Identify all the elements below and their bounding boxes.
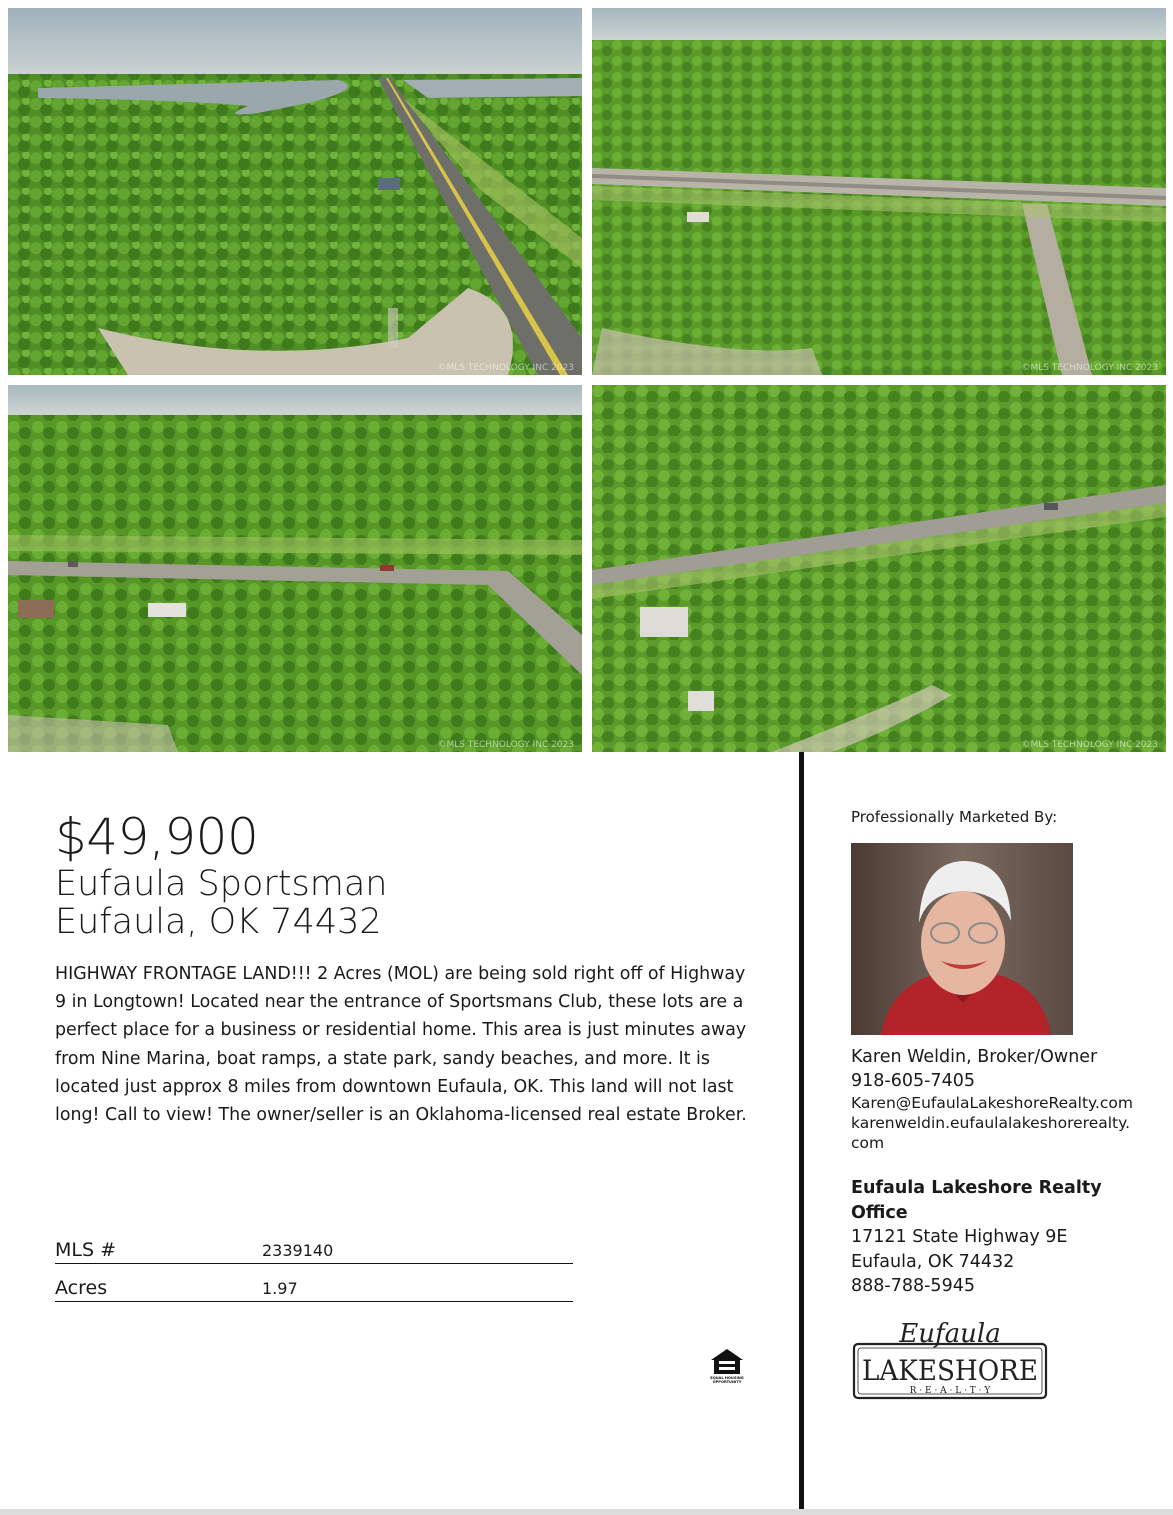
- aerial-photo-highway-lake: [8, 8, 582, 375]
- listing-name: Eufaula Sportsman: [55, 864, 388, 904]
- agent-email[interactable]: Karen@EufaulaLakeshoreRealty.com: [851, 1094, 1134, 1112]
- agent-website[interactable]: [851, 1113, 1151, 1153]
- agent-photo: [851, 843, 1073, 1035]
- listing-city: Eufaula, OK 74432: [55, 902, 382, 942]
- agent-website-line1: karenweldin.eufaulalakeshorerealty.: [851, 1114, 1131, 1132]
- agent-phone[interactable]: 918-605-7405: [851, 1071, 975, 1091]
- marketed-by-label: Professionally Marketed By:: [851, 808, 1058, 826]
- office-contact: [851, 1176, 1151, 1299]
- listing-title: [55, 865, 387, 941]
- fact-row-mls: [55, 1236, 573, 1264]
- eho-line2: OPPORTUNITY: [712, 1380, 742, 1384]
- listing-price: $49,900: [55, 808, 259, 866]
- equal-housing-icon: [708, 1346, 746, 1384]
- logo-script-text: Eufaula: [899, 1320, 1001, 1349]
- agent-contact: [851, 1045, 1151, 1153]
- brokerage-logo: [851, 1320, 1049, 1402]
- photo-watermark: ©MLS TECHNOLOGY INC 2023: [437, 740, 574, 750]
- office-name-line1: Eufaula Lakeshore Realty: [851, 1178, 1102, 1198]
- photo-watermark: ©MLS TECHNOLOGY INC 2023: [1021, 740, 1158, 750]
- office-phone[interactable]: 888-788-5945: [851, 1276, 975, 1296]
- agent-name: Karen Weldin, Broker/Owner: [851, 1047, 1098, 1067]
- office-address: 17121 State Highway 9E: [851, 1227, 1068, 1247]
- photo-watermark: ©MLS TECHNOLOGY INC 2023: [1021, 363, 1158, 373]
- office-city: Eufaula, OK 74432: [851, 1251, 1015, 1272]
- listing-description: HIGHWAY FRONTAGE LAND!!! 2 Acres (MOL) are being sold right off of Highway 9 in Longtown! Located near the entrance of Sportsmans Club, these lots are a perfect place for a business or residential home. This area is just minutes away from Nine Marina, boat ramps, a state park, sandy beaches, and more. It is located just approx 8 miles from downtown Eufaula, OK. This land will not last long! Call to view! The owner/seller is an Oklahoma-licensed real estate Broker.: [55, 964, 747, 1126]
- aerial-photo-road-intersection: [592, 8, 1166, 375]
- fact-label: Acres: [55, 1277, 108, 1299]
- fact-row-acres: [55, 1264, 573, 1302]
- eho-line1: EQUAL HOUSING: [710, 1376, 744, 1380]
- aerial-photo-highway-lots-right: [592, 385, 1166, 752]
- aerial-photo-highway-lots-left: [8, 385, 582, 752]
- agent-website-line2: com: [851, 1134, 885, 1152]
- facts-table: [55, 1236, 573, 1302]
- page-bottom-strip: [0, 1509, 1173, 1515]
- fact-value: 2339140: [262, 1241, 334, 1260]
- logo-main-text: LAKESHORE: [862, 1354, 1038, 1387]
- fact-value: 1.97: [262, 1279, 298, 1298]
- fact-label: MLS #: [55, 1239, 116, 1261]
- photo-watermark: ©MLS TECHNOLOGY INC 2023: [437, 363, 574, 373]
- logo-sub-text: R · E · A · L · T · Y: [909, 1386, 991, 1396]
- vertical-divider: [799, 752, 804, 1509]
- office-name-line2: Office: [851, 1202, 908, 1223]
